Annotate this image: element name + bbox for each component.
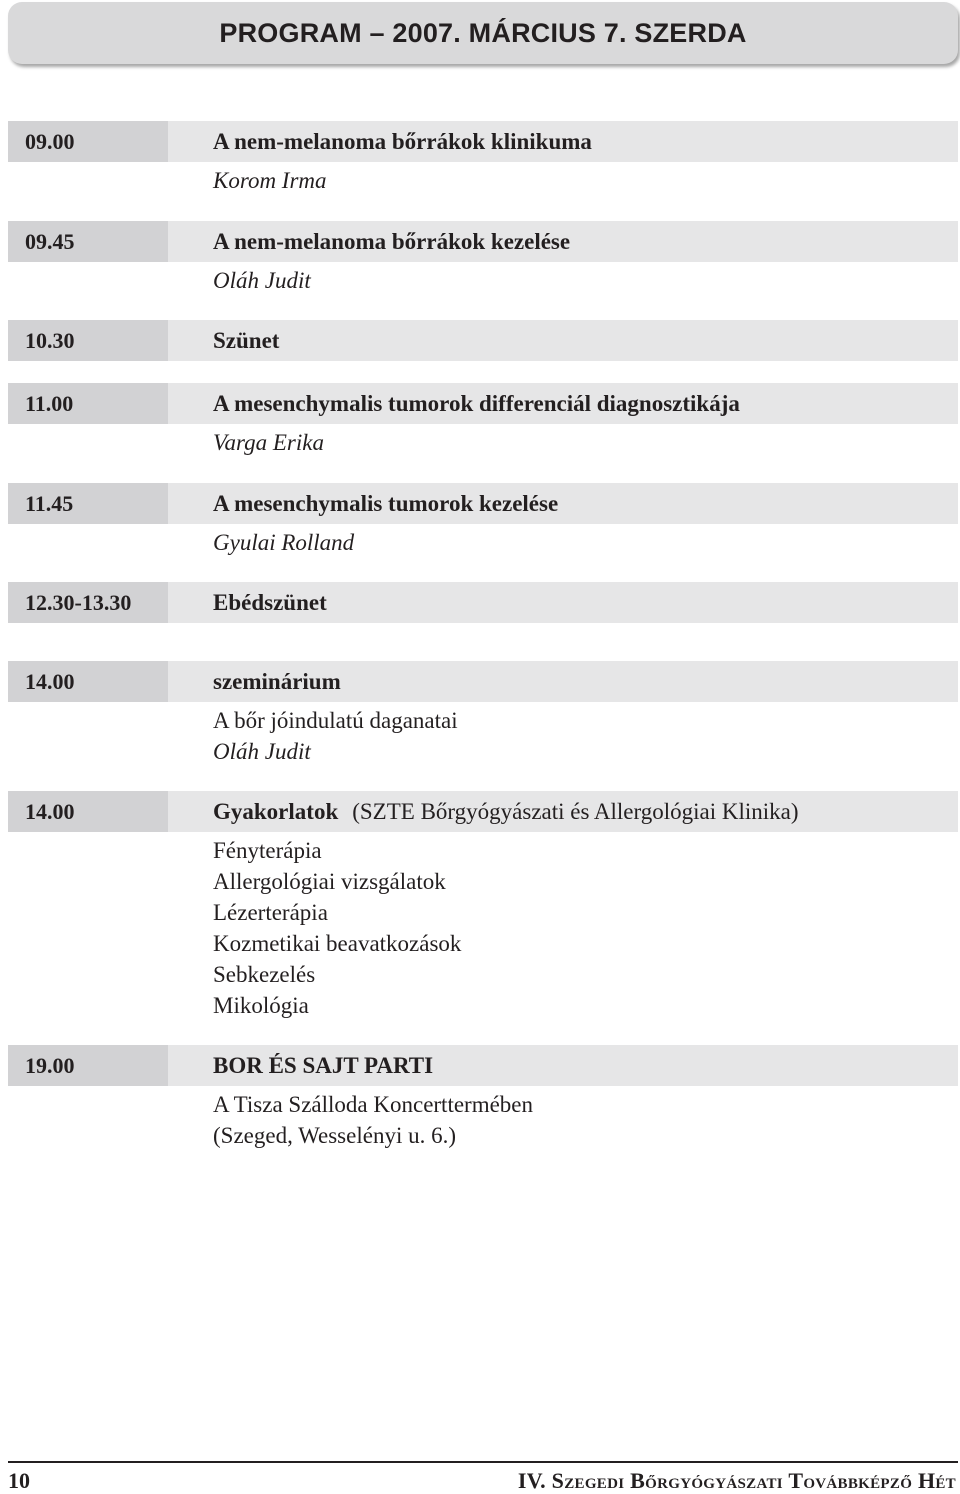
program-item-line: (Szeged, Wesselényi u. 6.) (213, 1123, 456, 1148)
program-item (8, 661, 958, 767)
program-item-header (8, 1045, 958, 1086)
program-item-header (8, 383, 958, 424)
page-header (8, 2, 958, 64)
program-item-speaker: Oláh Judit (213, 268, 311, 293)
program-item-header (8, 320, 958, 361)
program-item-line: Sebkezelés (213, 962, 316, 987)
program-item-title: A nem-melanoma bőrrákok klinikuma (213, 128, 592, 154)
program-item-line: A Tisza Szálloda Koncerttermében (213, 1092, 534, 1117)
program-item (8, 121, 958, 200)
program-item-line: Lézerterápia (213, 900, 328, 925)
page-number: 10 (8, 1468, 30, 1493)
program-item-time: 19.00 (8, 1045, 168, 1086)
program-item-time: 14.00 (8, 661, 168, 702)
program-item-title-text: Gyakorlatok (213, 798, 339, 824)
program-item (8, 221, 958, 300)
program-item-note: (SZTE Bőrgyógyászati és Allergológiai Klinika) (352, 798, 799, 824)
program-item (8, 383, 958, 462)
program-item-time: 09.00 (8, 121, 168, 162)
program-item-line: Fényterápia (213, 838, 322, 863)
page-title: PROGRAM – 2007. MÁRCIUS 7. SZERDA (219, 17, 747, 48)
program-item-line: Kozmetikai beavatkozások (213, 931, 462, 956)
footer-divider (8, 1461, 958, 1463)
program-item-line: A bőr jóindulatú daganatai (213, 708, 458, 733)
program-item-title: A nem-melanoma bőrrákok kezelése (213, 228, 571, 254)
program-item-title: Szünet (213, 327, 280, 353)
program-item-title (213, 791, 799, 832)
program-item-header (8, 483, 958, 524)
program-item-speaker: Gyulai Rolland (213, 530, 355, 555)
program-item (8, 582, 958, 623)
program-item-line: Mikológia (213, 993, 309, 1018)
program-item-title: Ebédszünet (213, 589, 327, 615)
program-item-title: BOR ÉS SAJT PARTI (213, 1052, 434, 1078)
program-item-time: 10.30 (8, 320, 168, 361)
program-item-header (8, 121, 958, 162)
footer-title: IV. Szegedi Bőrgyógyászati Továbbképző Hét (517, 1468, 956, 1493)
program-item-speaker: Varga Erika (213, 430, 324, 455)
program-item-title: A mesenchymalis tumorok kezelése (213, 490, 559, 516)
program-item-header (8, 582, 958, 623)
program-item-time: 14.00 (8, 791, 168, 832)
program-item-title: szeminárium (213, 668, 341, 694)
program-item-time: 12.30-13.30 (8, 582, 168, 623)
program-item (8, 320, 958, 361)
program-item-time: 11.45 (8, 483, 168, 524)
program-item-line: Allergológiai vizsgálatok (213, 869, 446, 894)
program-item (8, 791, 958, 1021)
program-item-time: 11.00 (8, 383, 168, 424)
program-item-header (8, 221, 958, 262)
program-item-speaker: Oláh Judit (213, 739, 311, 764)
program-item-header (8, 661, 958, 702)
program-item-time: 09.45 (8, 221, 168, 262)
program-item-header (8, 791, 958, 832)
program-item (8, 483, 958, 562)
program-item-speaker: Korom Irma (213, 168, 327, 193)
program-item (8, 1045, 958, 1151)
program-item-title: A mesenchymalis tumorok differenciál diagnosztikája (213, 390, 740, 416)
